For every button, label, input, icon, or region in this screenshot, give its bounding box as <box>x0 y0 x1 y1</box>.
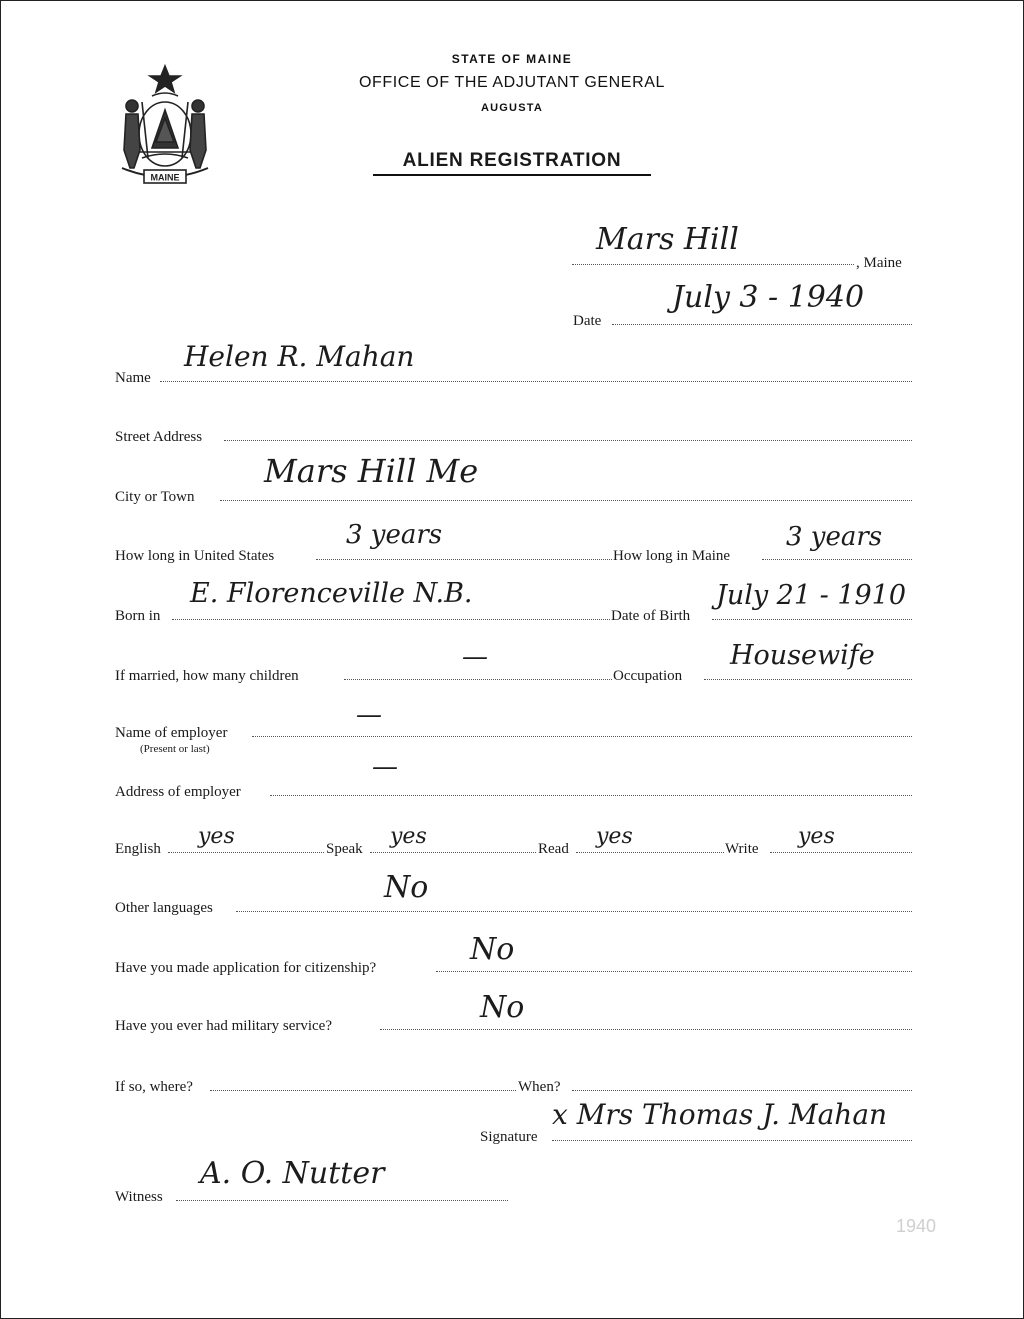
english-value: yes <box>198 824 235 849</box>
born-in-value: E. Florenceville N.B. <box>190 578 473 609</box>
children-label: If married, how many children <box>115 668 299 684</box>
city-value: Mars Hill Me <box>264 452 479 490</box>
children-line <box>344 679 612 680</box>
seal-motto: MAINE <box>150 172 180 183</box>
witness-value: A. O. Nutter <box>200 1156 385 1191</box>
maine-suffix-label: , Maine <box>856 255 902 271</box>
signature-value: x Mrs Thomas J. Mahan <box>552 1098 888 1131</box>
witness-label: Witness <box>115 1189 163 1205</box>
speak-value: yes <box>390 824 427 849</box>
date-of-birth-line <box>712 619 912 620</box>
employer-note-label: (Present or last) <box>140 743 210 755</box>
signature-label: Signature <box>480 1129 538 1145</box>
how-long-maine-line <box>762 559 912 560</box>
other-languages-line <box>236 911 912 912</box>
citizenship-value: No <box>470 932 515 967</box>
english-label: English <box>115 841 161 857</box>
other-languages-label: Other languages <box>115 900 213 916</box>
occupation-value: Housewife <box>730 640 875 671</box>
header-city: AUGUSTA <box>481 102 543 114</box>
name-value: Helen R. Mahan <box>184 340 415 373</box>
occupation-line <box>704 679 912 680</box>
read-value: yes <box>596 824 633 849</box>
date-value: July 3 - 1940 <box>672 280 865 315</box>
english-line <box>168 852 324 853</box>
military-line <box>380 1029 912 1030</box>
citizenship-line <box>436 971 912 972</box>
citizenship-label: Have you made application for citizenship? <box>115 960 377 976</box>
write-line <box>770 852 912 853</box>
street-line <box>224 440 912 441</box>
employer-name-value: — <box>356 700 382 730</box>
read-label: Read <box>538 841 569 857</box>
date-label: Date <box>573 313 602 329</box>
date-line <box>612 324 912 325</box>
town-line <box>572 264 854 265</box>
speak-line <box>370 852 536 853</box>
children-value: — <box>462 642 488 672</box>
how-long-us-label: How long in United States <box>115 548 275 564</box>
employer-name-label: Name of employer <box>115 725 228 741</box>
employer-name-line <box>252 736 912 737</box>
speak-label: Speak <box>326 841 363 857</box>
form-title: ALIEN REGISTRATION <box>373 150 651 176</box>
when-label: When? <box>518 1079 561 1095</box>
if-so-where-line <box>210 1090 516 1091</box>
born-in-line <box>172 619 610 620</box>
header-state: STATE OF MAINE <box>451 52 573 66</box>
how-long-maine-label: How long in Maine <box>613 548 731 564</box>
how-long-us-value: 3 years <box>346 520 443 550</box>
received-stamp: 1940 <box>896 1216 937 1236</box>
if-so-where-label: If so, where? <box>115 1079 193 1095</box>
when-line <box>572 1090 912 1091</box>
city-label: City or Town <box>115 489 195 505</box>
street-label: Street Address <box>115 429 203 445</box>
other-languages-value: No <box>384 870 429 905</box>
date-of-birth-label: Date of Birth <box>611 608 691 624</box>
write-value: yes <box>798 824 835 849</box>
employer-address-value: — <box>372 752 398 782</box>
how-long-maine-value: 3 years <box>786 522 883 552</box>
signature-line <box>552 1140 912 1141</box>
military-value: No <box>480 990 525 1025</box>
employer-address-label: Address of employer <box>115 784 241 800</box>
read-line <box>576 852 724 853</box>
military-label: Have you ever had military service? <box>115 1018 332 1034</box>
header-office: OFFICE OF THE ADJUTANT GENERAL <box>358 74 666 91</box>
name-label: Name <box>115 370 151 386</box>
how-long-us-line <box>316 559 612 560</box>
name-line <box>160 381 912 382</box>
employer-address-line <box>270 795 912 796</box>
occupation-label: Occupation <box>613 668 683 684</box>
witness-line <box>176 1200 508 1201</box>
write-label: Write <box>725 841 759 857</box>
city-line <box>220 500 912 501</box>
town-value: Mars Hill <box>596 222 739 257</box>
born-in-label: Born in <box>115 608 161 624</box>
date-of-birth-value: July 21 - 1910 <box>716 580 907 611</box>
